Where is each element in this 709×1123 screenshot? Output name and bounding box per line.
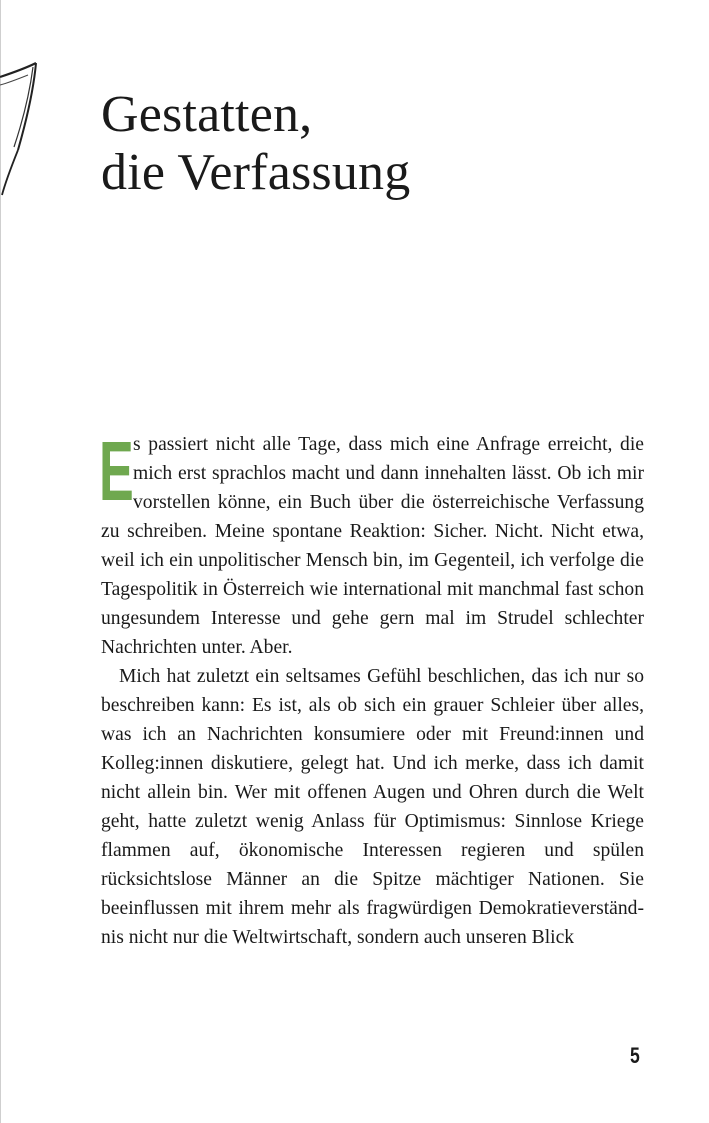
paragraph-1-text: s passiert nicht alle Tage, dass mich eine Anfrage erreicht, die mich erst sprachlos macht und dann innehalten lässt. Ob ich mir vorstellen könne, ein Buch über die österreichische Verfassung zu schreiben. Meine spontane Reaktion: Sicher. Nicht. Nicht etwa, weil ich ein unpolitischer Mensch bin, im Gegenteil, ich verfolge die Tagespolitik in Österreich wie international mit manchmal fast schon ungesundem Interesse und gehe gern mal im Strudel schlechter Nachrichten unter. Aber. [101,434,644,658]
chapter-title-line-1: Gestatten, [101,86,313,143]
paragraph-1 [99,424,644,662]
page-number: 5 [630,1043,640,1068]
paragraph-2: Mich hat zuletzt ein seltsames Gefühl beschlichen, das ich nur so beschreiben kann: Es ist, als ob sich ein grauer Schleier über alles, was ich an Nachrichten konsumiere oder mit Freund:innen und Kolleg:innen diskutiere, gelegt hat. Und ich merke, dass ich damit nicht allein bin. Wer mit offenen Augen und Ohren durch die Welt geht, hatte zuletzt wenig Anlass für Optimismus: Sinnlose Kriege flammen auf, ökonomische Interessen regieren und spülen rücksichtslose Männer an die Spitze mächtiger Nationen. Sie beeinflussen mit ihrem mehr als fragwürdigen Demokratieverständnis nicht nur die Weltwirtschaft, sondern auch unseren Blick [101,666,644,948]
drop-cap: E [99,424,134,518]
chapter-title [101,86,410,202]
chapter-body [99,424,644,952]
chapter-title-line-2: die Verfassung [101,144,411,201]
feather-sketch-illustration [0,55,42,205]
